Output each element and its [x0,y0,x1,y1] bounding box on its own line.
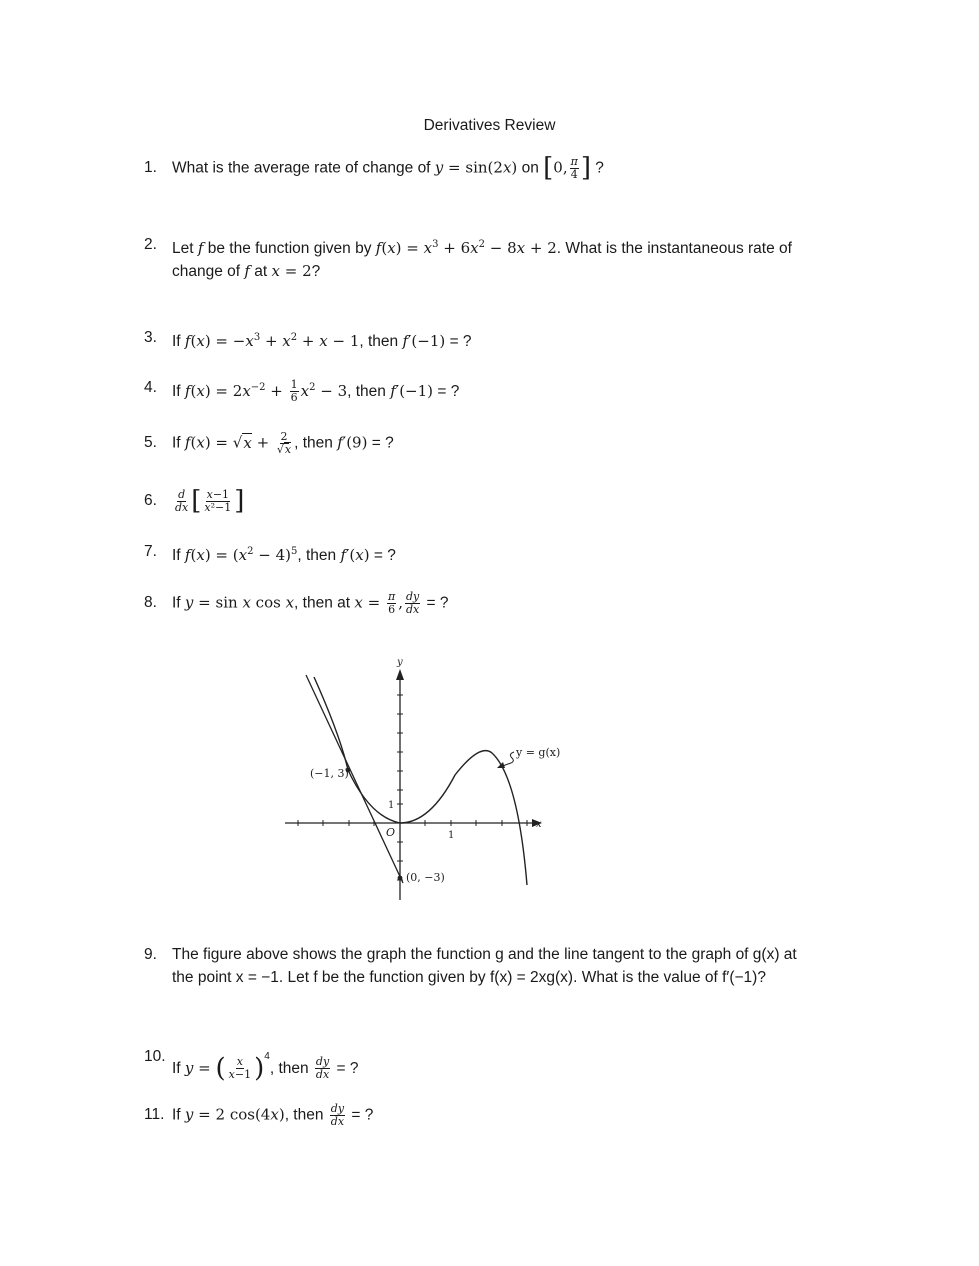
question-10: 10. If y = ( $\frac{x}{x-1}$ )$^4$, then $\frac{dy}{dx}$ = ? [144,1045,864,1081]
question-11: 11. If y = 2 cos(4x), then $\frac{dy}{dx}$ = ? [144,1102,374,1128]
x-axis-label: x [536,819,542,830]
question-number: 3. [144,329,157,346]
y-axis-arrow [396,669,404,680]
question-4: 4. If $f(x) = 2x^{-2}$ + $\frac{1}{6}$ $x^2 - 3$, then f′(−1) = ? [144,376,864,404]
question-9 [144,943,864,989]
question-1: 1. What is the average rate of change of y = sin(2x) on [0, $\frac{\pi}{4}$ ] ? [144,153,604,183]
curve-label: y = g(x) [516,746,561,759]
y-tick-label-1: 1 [388,800,395,811]
point-0-neg3 [398,876,403,881]
question-7: 7. If $f(x) = (x^2 - 4)^5$, then f′(x) = ? [144,540,864,567]
question-2: 2. Let f be the function given by $f(x) = x^3 + 6x^2 - 8x + 2$. What is the instantaneous rate of change of f at x = 2? [144,233,864,283]
question-number: 10. [144,1048,166,1065]
function-graph [270,655,570,905]
y-axis-label: y [397,657,403,668]
question-9-line-1: The figure above shows the graph the function g and the line tangent to the graph of g(x) at [172,946,797,963]
question-number: 1. [144,159,157,176]
question-number: 2. [144,236,157,253]
question-number: 8. [144,594,157,611]
question-number: 11. [144,1106,165,1123]
point-label-2: (0, −3) [406,871,445,884]
question-number: 4. [144,379,157,396]
label-pointer-arrow [497,762,505,768]
question-number: 9. [144,946,157,963]
question-5: 5. If f(x) = √x + $\frac{2}{√x}$ , then f′(9) = ? [144,430,394,456]
curve-g [314,677,527,885]
question-number: 7. [144,543,157,560]
point-label-1: (−1, 3) [310,767,349,780]
question-3: 3. If $f(x) = -x^3 + x^2 + x - 1$, then f′(−1) = ? [144,326,864,353]
origin-label: O [386,826,396,839]
page-title: Derivatives Review [423,117,556,134]
question-9-line-2: the point x = −1. Let f be the function given by f(x) = 2xg(x). What is the value of f′(−1)? [172,969,766,986]
x-tick-label-1: 1 [448,830,455,841]
question-8: 8. If y = sin x cos x, then at x = $\frac{\pi}{6}$ , $\frac{dy}{dx}$ = ? [144,590,449,616]
question-number: 6. [144,492,157,509]
question-6: 6. $\frac{d}{dx}$ [ $\frac{x-1}{\text{x²−1}}$ ] [144,486,245,516]
question-number: 5. [144,434,157,451]
